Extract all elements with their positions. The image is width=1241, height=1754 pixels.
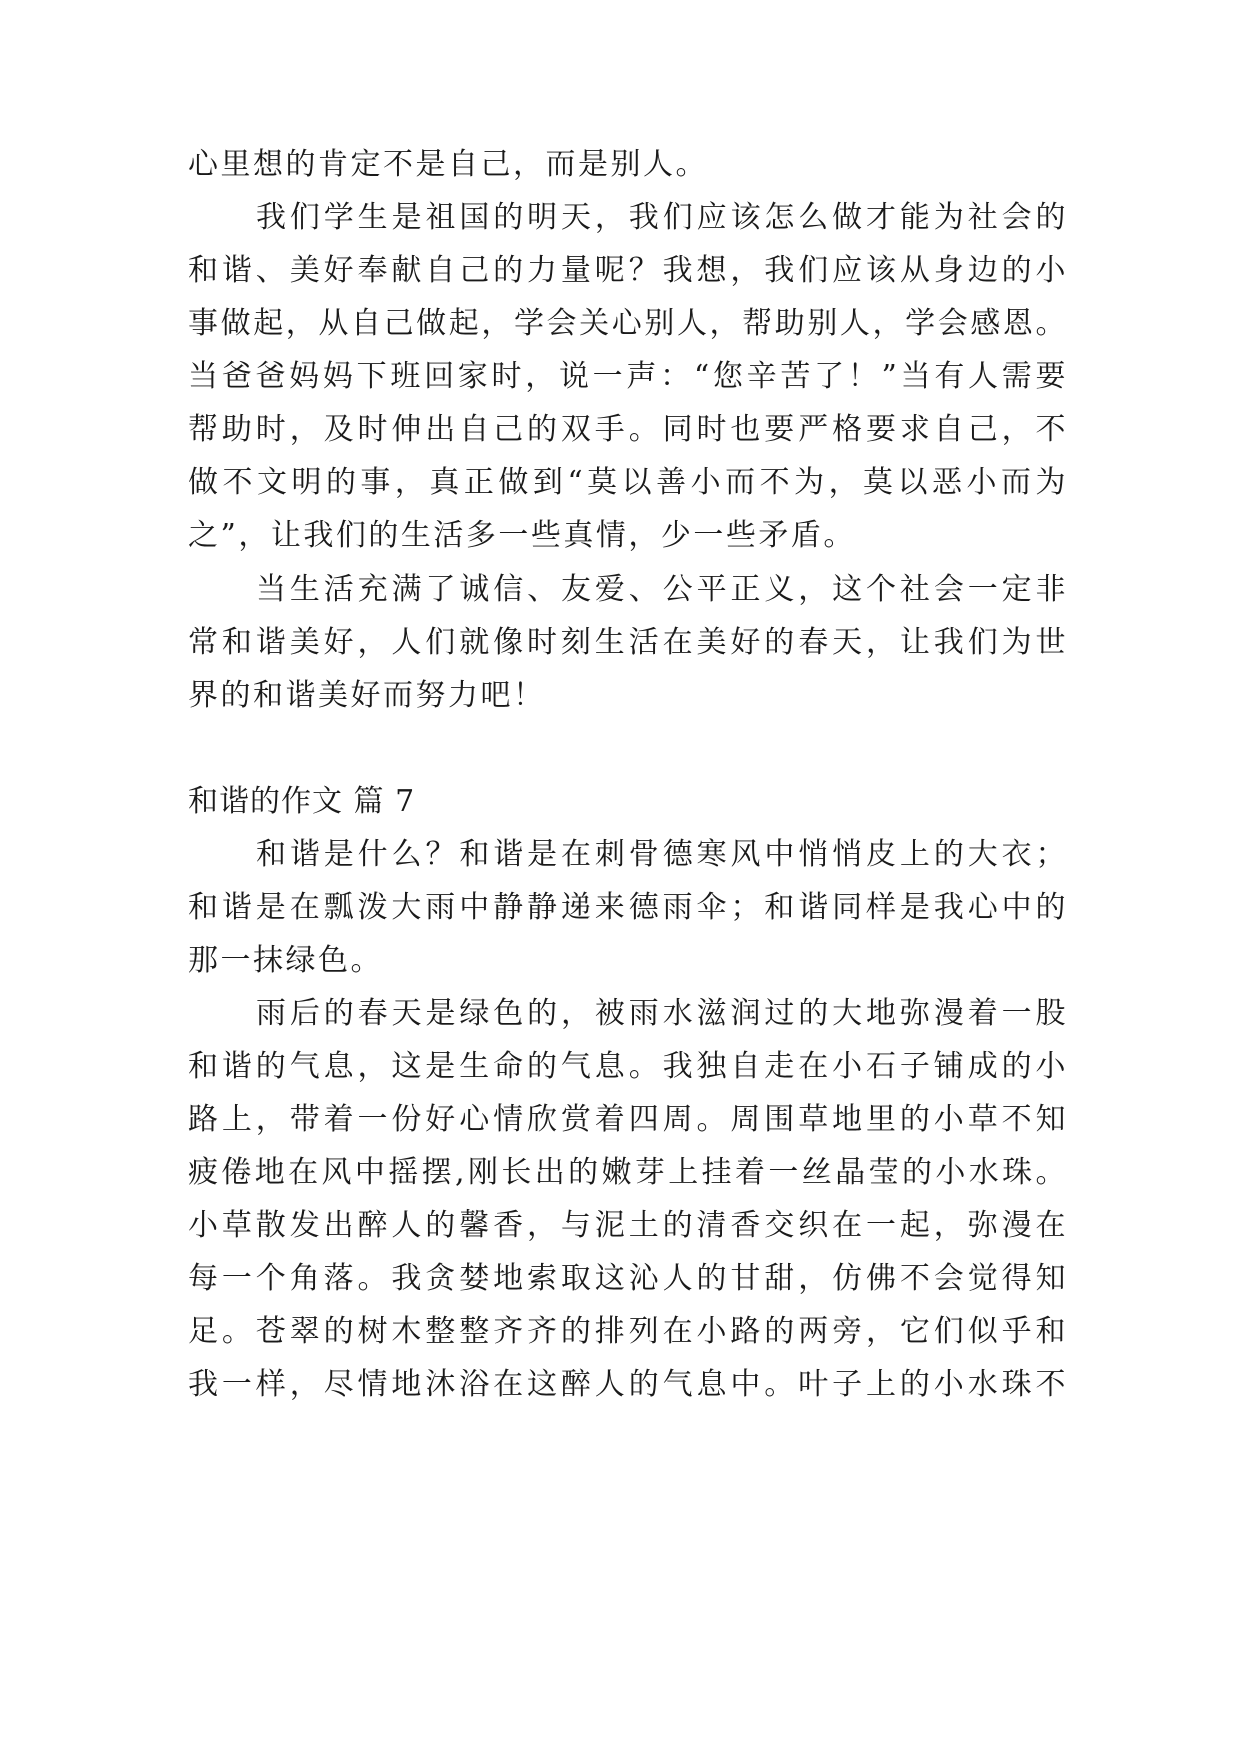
text-line: 那一抹绿色。 xyxy=(188,943,383,978)
text-line: 小草散发出醉人的馨香，与泥土的清香交织在一起，弥漫在 xyxy=(188,1208,1068,1243)
text-line: 之”，让我们的生活多一些真情，少一些矛盾。 xyxy=(188,518,856,553)
text-line: 每一个角落。我贪婪地索取这沁人的甘甜，仿佛不会觉得知 xyxy=(188,1261,1068,1296)
text-line: 疲倦地在风中摇摆,刚长出的嫩芽上挂着一丝晶莹的小水珠。 xyxy=(188,1155,1068,1190)
text-line: 心里想的肯定不是自己，而是别人。 xyxy=(188,147,708,182)
text-line: 和谐是在瓢泼大雨中静静递来德雨伞；和谐同样是我心中的 xyxy=(188,890,1068,925)
text-line: 和谐的气息，这是生命的气息。我独自走在小石子铺成的小 xyxy=(188,1049,1068,1084)
text-line: 界的和谐美好而努力吧！ xyxy=(188,678,546,713)
paragraph-first-line: 当生活充满了诚信、友爱、公平正义，这个社会一定非 xyxy=(256,572,1068,607)
text-line: 我一样，尽情地沐浴在这醉人的气息中。叶子上的小水珠不 xyxy=(188,1367,1068,1402)
text-line: 当爸爸妈妈下班回家时，说一声：“您辛苦了！”当有人需要 xyxy=(188,359,1068,394)
text-line: 足。苍翠的树木整整齐齐的排列在小路的两旁，它们似乎和 xyxy=(188,1314,1068,1349)
section-heading: 和谐的作文 篇 7 xyxy=(188,784,416,819)
paragraph-first-line: 雨后的春天是绿色的，被雨水滋润过的大地弥漫着一股 xyxy=(256,996,1068,1031)
paragraph-first-line: 我们学生是祖国的明天，我们应该怎么做才能为社会的 xyxy=(256,200,1068,235)
text-line: 常和谐美好，人们就像时刻生活在美好的春天，让我们为世 xyxy=(188,625,1068,660)
paragraph-first-line: 和谐是什么？和谐是在刺骨德寒风中悄悄皮上的大衣； xyxy=(256,837,1068,872)
text-line: 路上，带着一份好心情欣赏着四周。周围草地里的小草不知 xyxy=(188,1102,1068,1137)
text-line: 做不文明的事，真正做到“莫以善小而不为，莫以恶小而为 xyxy=(188,465,1068,500)
text-line: 帮助时，及时伸出自己的双手。同时也要严格要求自己，不 xyxy=(188,412,1068,447)
text-line: 和谐、美好奉献自己的力量呢？我想，我们应该从身边的小 xyxy=(188,253,1068,288)
text-line: 事做起，从自己做起，学会关心别人，帮助别人，学会感恩。 xyxy=(188,306,1068,341)
